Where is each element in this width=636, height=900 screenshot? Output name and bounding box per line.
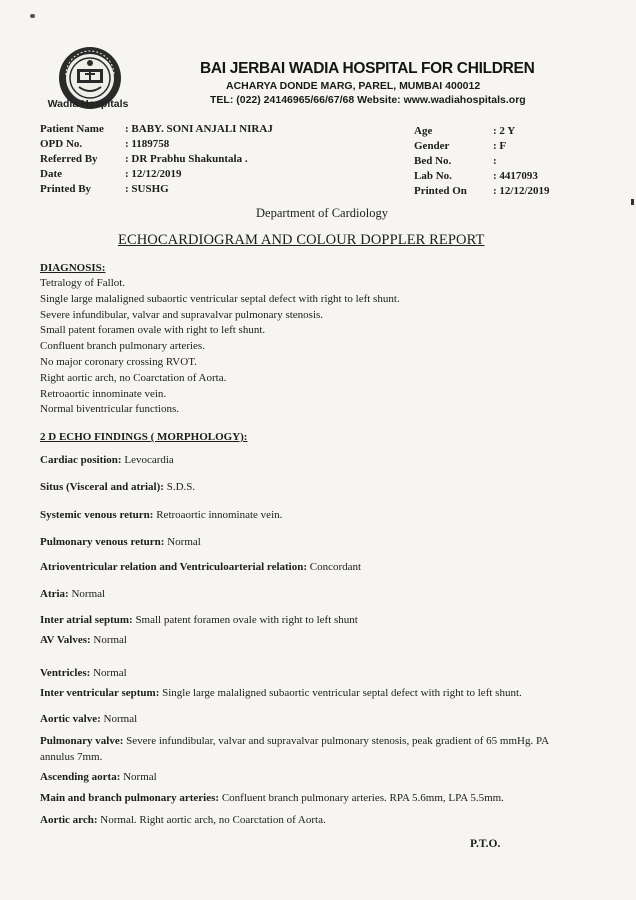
diagnosis-item: Single large malaligned subaortic ventricular septal defect with right to left shunt. bbox=[40, 292, 400, 305]
field-label: Bed No. bbox=[414, 155, 452, 167]
field-value: : 4417093 bbox=[493, 170, 538, 182]
finding-row bbox=[40, 665, 127, 681]
finding-row bbox=[40, 452, 174, 468]
finding-label: Main and branch pulmonary arteries: bbox=[40, 792, 220, 804]
logo-caption: Wadia Hospitals bbox=[47, 98, 129, 110]
finding-value: Levocardia bbox=[121, 454, 174, 466]
finding-value: Normal. Right aortic arch, no Coarctation of Aorta. bbox=[97, 814, 326, 826]
lab-row bbox=[414, 169, 550, 184]
finding-value: Concordant bbox=[307, 561, 362, 573]
finding-value: S.D.S. bbox=[163, 481, 196, 493]
field-label: Patient Name bbox=[40, 123, 104, 135]
field-value: : 1189758 bbox=[125, 138, 170, 150]
finding-label: Atrioventricular relation and Ventriculoarterial relation: bbox=[40, 561, 308, 573]
field-label: OPD No. bbox=[40, 138, 83, 150]
finding-row bbox=[40, 769, 157, 785]
date-row bbox=[40, 167, 273, 182]
report-title: ECHOCARDIOGRAM AND COLOUR DOPPLER REPORT bbox=[118, 232, 485, 248]
finding-row bbox=[40, 632, 127, 648]
field-value: : SUSHG bbox=[125, 183, 169, 195]
patient-info-right bbox=[414, 124, 550, 199]
finding-value: Severe infundibular, valvar and supravalvar pulmonary stenosis, peak gradient of 65 mmHg. PA annulus 7mm. bbox=[40, 735, 549, 763]
patient-info-left bbox=[40, 122, 273, 197]
page-turn-note: P.T.O. bbox=[470, 838, 501, 850]
diagnosis-heading: DIAGNOSIS: bbox=[40, 262, 106, 274]
finding-value: Normal bbox=[164, 536, 201, 548]
finding-value: Normal bbox=[90, 667, 127, 679]
diagnosis-item: Normal biventricular functions. bbox=[40, 403, 179, 416]
finding-value: Retroaortic innominate vein. bbox=[153, 509, 283, 521]
finding-value: Normal bbox=[90, 634, 127, 646]
finding-label: Pulmonary venous return: bbox=[40, 536, 165, 548]
finding-label: Inter ventricular septum: bbox=[40, 687, 160, 699]
finding-value: Normal bbox=[68, 588, 106, 600]
printed-by-row bbox=[40, 182, 273, 197]
bed-row bbox=[414, 154, 550, 169]
finding-row bbox=[40, 507, 282, 523]
finding-label: Aortic arch: bbox=[40, 814, 98, 826]
finding-label: Situs (Visceral and atrial): bbox=[40, 481, 164, 493]
opd-row bbox=[40, 137, 273, 152]
field-value: : BABY. SONI ANJALI NIRAJ bbox=[125, 123, 273, 135]
diagnosis-item: Severe infundibular, valvar and supravalvar pulmonary stenosis. bbox=[40, 308, 324, 321]
field-value: : 2 Y bbox=[493, 125, 516, 137]
finding-label: Ascending aorta: bbox=[40, 771, 121, 783]
finding-row bbox=[40, 479, 195, 495]
finding-row bbox=[40, 612, 358, 628]
finding-row bbox=[40, 586, 105, 602]
field-value: : DR Prabhu Shakuntala . bbox=[125, 153, 248, 165]
finding-value: Normal bbox=[120, 771, 157, 783]
finding-value: Normal bbox=[100, 713, 138, 725]
finding-label: Cardiac position: bbox=[40, 454, 122, 466]
echo-findings-heading: 2 D ECHO FINDINGS ( MORPHOLOGY): bbox=[40, 431, 248, 443]
finding-row bbox=[40, 559, 361, 575]
finding-label: Inter atrial septum: bbox=[40, 614, 133, 626]
finding-label: AV Valves: bbox=[40, 634, 91, 646]
department-name: Department of Cardiology bbox=[256, 206, 388, 220]
field-label: Date bbox=[40, 168, 62, 180]
field-value: : bbox=[493, 155, 497, 167]
finding-label: Systemic venous return: bbox=[40, 509, 154, 521]
field-value: : F bbox=[493, 140, 507, 152]
finding-value: Single large malaligned subaortic ventricular septal defect with right to left shunt. bbox=[159, 687, 522, 699]
finding-row bbox=[40, 685, 522, 701]
diagnosis-item: Confluent branch pulmonary arteries. bbox=[40, 340, 205, 353]
field-label: Age bbox=[414, 125, 433, 137]
diagnosis-item: Small patent foramen ovale with right to left shunt. bbox=[40, 324, 266, 337]
finding-row bbox=[40, 733, 580, 765]
finding-value: Confluent branch pulmonary arteries. RPA 5.6mm, LPA 5.5mm. bbox=[219, 792, 504, 804]
scan-speck bbox=[30, 14, 35, 18]
finding-value: Small patent foramen ovale with right to left shunt bbox=[132, 614, 358, 626]
printed-on-row bbox=[414, 184, 550, 199]
diagnosis-item: Retroaortic innominate vein. bbox=[40, 387, 167, 400]
hospital-name: BAI JERBAI WADIA HOSPITAL FOR CHILDREN bbox=[200, 60, 535, 77]
diagnosis-item: Tetralogy of Fallot. bbox=[40, 277, 126, 289]
diagnosis-item: Right aortic arch, no Coarctation of Aorta. bbox=[40, 371, 227, 384]
field-label: Lab No. bbox=[414, 170, 452, 182]
referred-row bbox=[40, 152, 273, 167]
gender-row bbox=[414, 139, 550, 154]
age-row bbox=[414, 124, 550, 139]
field-value: : 12/12/2019 bbox=[493, 185, 550, 197]
field-label: Printed On bbox=[414, 185, 467, 197]
diagnosis-list bbox=[40, 276, 400, 418]
field-label: Referred By bbox=[40, 153, 98, 165]
hospital-contact: TEL: (022) 24146965/66/67/68 Website: www.wadiahospitals.org bbox=[210, 94, 526, 106]
finding-row bbox=[40, 812, 326, 828]
hospital-address: ACHARYA DONDE MARG, PAREL, MUMBAI 400012 bbox=[226, 80, 481, 92]
finding-row bbox=[40, 790, 504, 806]
finding-label: Atria: bbox=[40, 588, 69, 600]
field-label: Gender bbox=[414, 140, 450, 152]
finding-label: Aortic valve: bbox=[40, 713, 101, 725]
scan-speck bbox=[631, 199, 634, 205]
finding-row bbox=[40, 711, 137, 727]
patient-name-row bbox=[40, 122, 273, 137]
diagnosis-item: No major coronary crossing RVOT. bbox=[40, 355, 197, 368]
field-label: Printed By bbox=[40, 183, 92, 195]
finding-label: Ventricles: bbox=[40, 667, 91, 679]
finding-row bbox=[40, 534, 201, 550]
finding-label: Pulmonary valve: bbox=[40, 735, 124, 747]
field-value: : 12/12/2019 bbox=[125, 168, 182, 180]
